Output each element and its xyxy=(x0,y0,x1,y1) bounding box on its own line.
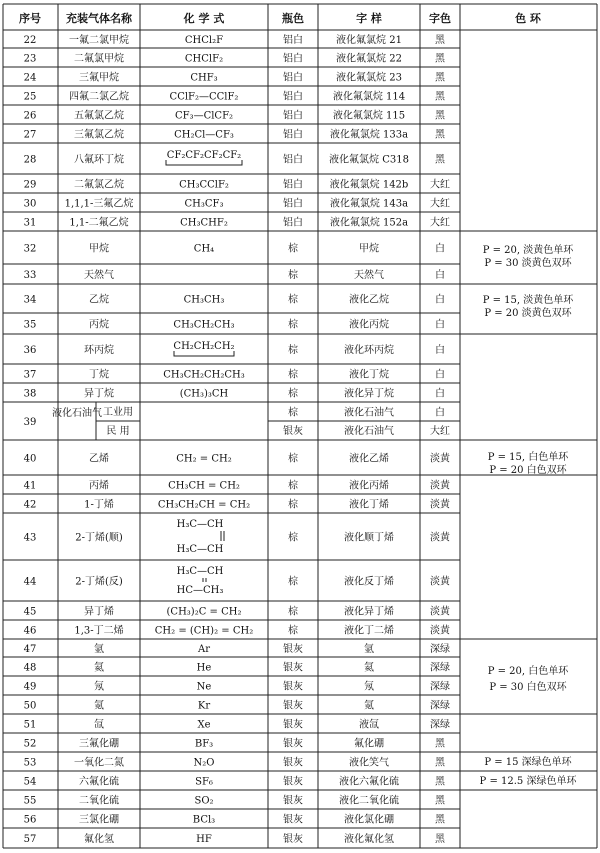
bottle-color: 铝白 xyxy=(283,179,303,191)
lettering: 液化石油气 xyxy=(344,407,394,419)
row-number: 24 xyxy=(23,72,37,84)
row-number: 57 xyxy=(23,834,37,845)
gas-name: 五氟氯乙烷 xyxy=(74,110,124,122)
lettering: 液化氟氯烷 114 xyxy=(332,91,406,103)
bottle-color: 棕 xyxy=(288,576,298,588)
row-number: 25 xyxy=(23,91,37,103)
ring-note-ethylene-1: P = 15, 白色单环 xyxy=(487,452,569,463)
bottle-color: 棕 xyxy=(288,625,298,637)
letter-color: 淡黄 xyxy=(430,453,450,465)
chemical-formula: CH₃CH₂CH = CH₂ xyxy=(157,499,251,511)
ring-note-methane-2: P = 30 淡黄色双环 xyxy=(484,258,572,269)
row-number: 27 xyxy=(23,129,37,141)
letter-color: 淡黄 xyxy=(430,480,450,492)
table-header xyxy=(19,11,542,25)
chemical-formula: Ar xyxy=(197,644,211,655)
gas-name: 二氟氯甲烷 xyxy=(74,53,124,65)
letter-color: 黑 xyxy=(435,35,445,46)
ring-notes xyxy=(480,243,578,787)
lettering: 液化氟化氢 xyxy=(344,834,394,845)
gas-name: 二氧化硫 xyxy=(79,795,119,807)
letter-color: 深绿 xyxy=(430,681,450,693)
letter-color: 白 xyxy=(435,243,445,255)
lpg-industrial-label: 工业用 xyxy=(103,407,133,418)
row-number: 30 xyxy=(23,198,37,210)
chemical-formula-bottom: H₃C—CH xyxy=(176,544,224,555)
lpg-bottle2: 银灰 xyxy=(283,426,303,437)
letter-color: 白 xyxy=(435,270,445,281)
chemical-formula: SF₆ xyxy=(195,776,213,788)
letter-color: 淡黄 xyxy=(430,625,450,637)
letter-color: 淡黄 xyxy=(430,576,450,588)
letter-color: 大红 xyxy=(430,198,450,210)
chemical-formula: HF xyxy=(196,834,212,845)
row-number: 50 xyxy=(23,700,37,712)
letter-color: 深绿 xyxy=(430,644,450,655)
row-number: 45 xyxy=(23,606,37,618)
bottle-color: 铝白 xyxy=(283,154,303,166)
gas-name: 三氯化硼 xyxy=(79,814,119,826)
letter-color: 黑 xyxy=(435,110,445,122)
chemical-formula-bottom: HC—CH₃ xyxy=(176,585,224,596)
row-number: 49 xyxy=(23,681,37,693)
lettering: 液化氟氯烷 22 xyxy=(336,53,402,65)
row-number: 43 xyxy=(23,532,37,544)
lettering: 液化乙烯 xyxy=(349,453,389,465)
lettering: 液化氟氯烷 115 xyxy=(332,110,406,122)
chemical-formula: CH₃CH₂CH₂CH₃ xyxy=(163,369,245,381)
gas-name: 环丙烷 xyxy=(84,345,114,356)
chemical-formula: CH₃CH₂CH₃ xyxy=(173,319,235,331)
letter-color: 黑 xyxy=(435,738,445,750)
row-number: 33 xyxy=(23,270,37,281)
bottle-color: 铝白 xyxy=(283,91,303,103)
row-number: 55 xyxy=(23,795,37,807)
chemical-formula: CClF₂—CClF₂ xyxy=(169,91,239,103)
row-number: 51 xyxy=(23,719,37,731)
bottle-color: 铝白 xyxy=(283,129,303,141)
lettering: 液化六氟化硫 xyxy=(339,776,399,788)
lettering: 液化氟氯烷 C318 xyxy=(329,154,409,166)
letter-color: 白 xyxy=(435,345,445,356)
lpg-tcolor2: 大红 xyxy=(430,426,450,437)
gas-name: 四氟二氯乙烷 xyxy=(69,91,129,103)
lettering: 液化丁烷 xyxy=(349,369,389,381)
gas-name: 1,1,1-三氟乙烷 xyxy=(64,198,134,210)
lettering: 氦 xyxy=(364,662,374,674)
letter-color: 黑 xyxy=(435,834,445,845)
bottle-color: 铝白 xyxy=(283,53,303,65)
chemical-formula: BCl₃ xyxy=(192,814,216,826)
bottle-color: 银灰 xyxy=(283,681,303,693)
bottle-color: 铝白 xyxy=(283,198,303,210)
gas-name: 氦 xyxy=(94,662,104,674)
gas-name: 异丁烷 xyxy=(84,388,114,400)
row-number: 46 xyxy=(23,625,37,637)
gas-name: 二氟氯乙烷 xyxy=(74,179,124,191)
chemical-formula: Ne xyxy=(196,681,212,693)
lettering: 液化氟氯烷 133a xyxy=(329,129,409,141)
lettering: 液化丙烷 xyxy=(349,319,389,331)
lettering: 液化丁二烯 xyxy=(344,625,394,637)
row-number: 40 xyxy=(23,453,37,465)
bottle-color: 银灰 xyxy=(283,757,303,769)
lettering: 液化丁烯 xyxy=(349,499,389,511)
row-number: 48 xyxy=(23,662,37,674)
letter-color: 黑 xyxy=(435,154,445,166)
row-number: 42 xyxy=(23,499,37,511)
gas-name: 2-丁烯(反) xyxy=(75,576,123,588)
chemical-formula: CH₂ = CH₂ xyxy=(176,453,232,465)
table-body xyxy=(24,33,451,845)
bottle-color: 棕 xyxy=(288,480,298,492)
lettering: 甲烷 xyxy=(359,243,379,255)
gas-name: 丙烷 xyxy=(89,319,109,331)
lettering: 液化乙烷 xyxy=(349,294,389,306)
gas-name: 三氟甲烷 xyxy=(79,72,119,84)
header-bottle-color: 瓶色 xyxy=(282,12,304,25)
row-number: 56 xyxy=(23,814,37,826)
bottle-color: 棕 xyxy=(288,369,298,381)
bottle-color: 棕 xyxy=(288,606,298,618)
header-formula: 化 学 式 xyxy=(183,12,225,25)
bottle-color: 棕 xyxy=(288,532,298,544)
header-letter-color: 字色 xyxy=(429,12,451,25)
bottle-color: 棕 xyxy=(288,345,298,356)
chemical-formula: CF₃—ClCF₂ xyxy=(174,110,234,122)
chemical-formula: CHClF₂ xyxy=(184,53,224,65)
lettering: 氖 xyxy=(364,681,374,693)
letter-color: 白 xyxy=(435,319,445,331)
chemical-formula: Xe xyxy=(197,719,211,731)
row-number: 54 xyxy=(23,776,37,788)
ring-note-raregas-2: P = 30 白色双环 xyxy=(489,682,567,693)
header-lettering: 字 样 xyxy=(356,12,382,25)
row-number: 38 xyxy=(23,388,37,400)
letter-color: 淡黄 xyxy=(430,606,450,618)
bottle-color: 棕 xyxy=(288,407,298,419)
row-number: 52 xyxy=(23,738,37,750)
letter-color: 大红 xyxy=(430,217,450,229)
row-number: 28 xyxy=(23,154,37,166)
lettering: 液化氟氯烷 143a xyxy=(329,198,409,210)
row-number: 35 xyxy=(23,319,37,331)
row-number: 32 xyxy=(23,243,37,255)
chemical-formula: Kr xyxy=(197,700,211,712)
lettering: 氩 xyxy=(364,644,374,655)
lettering: 液化顺丁烯 xyxy=(344,532,394,544)
row-number: 34 xyxy=(23,294,37,306)
chemical-formula: CH₃CF₃ xyxy=(184,198,224,210)
ring-note-ethane-2: P = 20 淡黄色双环 xyxy=(484,308,572,319)
bottle-color: 棕 xyxy=(288,453,298,465)
lettering: 氪 xyxy=(364,700,374,712)
chemical-formula: BF₃ xyxy=(194,738,214,750)
gas-name: 氟化氢 xyxy=(84,834,114,845)
chemical-formula-top: H₃C—CH xyxy=(176,519,224,530)
bottle-color: 铝白 xyxy=(283,72,303,84)
bottle-color: 银灰 xyxy=(283,644,303,655)
letter-color: 白 xyxy=(435,369,445,381)
chemical-formula: He xyxy=(196,662,212,674)
row-number: 22 xyxy=(23,35,37,46)
bottle-color: 棕 xyxy=(288,294,298,306)
ring-note-n2o: P = 15 深绿色单环 xyxy=(484,757,572,768)
letter-color: 白 xyxy=(435,407,445,419)
gas-name: 三氟氯乙烷 xyxy=(74,129,124,141)
gas-name: 六氟化硫 xyxy=(79,776,119,788)
letter-color: 黑 xyxy=(435,814,445,826)
letter-color: 深绿 xyxy=(430,662,450,674)
row-number: 26 xyxy=(23,110,37,122)
row-number: 53 xyxy=(23,757,37,769)
chemical-formula: CH₂ = (CH)₂ = CH₂ xyxy=(154,625,254,637)
gas-name: 丁烷 xyxy=(89,369,109,381)
gas-name: 1-丁烯 xyxy=(84,499,114,511)
gas-name: 丙烯 xyxy=(89,480,109,492)
chemical-formula: N₂O xyxy=(193,757,215,769)
bottle-color: 铝白 xyxy=(283,217,303,229)
letter-color: 黑 xyxy=(435,129,445,141)
lettering: 液化环丙烷 xyxy=(344,345,394,356)
gas-name: 氪 xyxy=(94,700,104,712)
row-number: 29 xyxy=(23,179,37,191)
gas-name: 甲烷 xyxy=(89,243,109,255)
bottle-color: 银灰 xyxy=(283,834,303,845)
row-number: 47 xyxy=(23,644,37,655)
gas-name: 异丁烯 xyxy=(84,606,114,618)
lettering: 液化氟氯烷 152a xyxy=(329,217,409,229)
lettering: 氟化硼 xyxy=(354,738,384,750)
letter-color: 淡黄 xyxy=(430,499,450,511)
letter-color: 黑 xyxy=(435,53,445,65)
gas-name: 一氟二氯甲烷 xyxy=(69,35,129,46)
chemical-formula: CHF₃ xyxy=(190,72,218,84)
bottle-color: 棕 xyxy=(288,499,298,511)
lettering: 液化二氧化硫 xyxy=(339,795,399,807)
row-number: 36 xyxy=(23,345,37,356)
bottle-color: 棕 xyxy=(288,319,298,331)
letter-color: 黑 xyxy=(435,757,445,769)
letter-color: 深绿 xyxy=(430,700,450,712)
gas-name: 天然气 xyxy=(84,270,114,281)
chemical-formula: CH₄ xyxy=(193,243,215,255)
gas-name: 氩 xyxy=(94,644,104,655)
chemical-formula: SO₂ xyxy=(194,795,214,807)
bottle-color: 棕 xyxy=(288,270,298,281)
bottle-color: 银灰 xyxy=(283,776,303,788)
lettering: 液化异丁烯 xyxy=(344,606,394,618)
row-number: 39 xyxy=(23,417,37,428)
gas-name: 一氧化二氮 xyxy=(74,757,124,769)
chemical-formula: CHCl₂F xyxy=(184,35,224,46)
chemical-formula: (CH₃)₂C = CH₂ xyxy=(166,606,242,618)
lettering: 液化异丁烷 xyxy=(344,388,394,400)
lpg-text2: 液化石油气 xyxy=(344,426,394,437)
lpg-civil-label: 民 用 xyxy=(106,426,130,437)
gas-name: 氖 xyxy=(94,681,104,693)
gas-name: 三氟化硼 xyxy=(79,738,119,750)
lettering: 液化笑气 xyxy=(349,757,389,769)
letter-color: 白 xyxy=(435,388,445,400)
letter-color: 黑 xyxy=(435,91,445,103)
ring-note-raregas-1: P = 20, 白色单环 xyxy=(487,666,569,677)
gas-name: 八氟环丁烷 xyxy=(74,154,124,166)
lettering: 液化丙烯 xyxy=(349,480,389,492)
chemical-formula: CF₂CF₂CF₂CF₂ xyxy=(166,150,242,161)
letter-color: 大红 xyxy=(430,179,450,191)
lettering: 液化氟氯烷 142b xyxy=(329,179,409,191)
chemical-formula: CH₃CClF₂ xyxy=(179,179,229,191)
row-number: 44 xyxy=(23,576,37,588)
ring-note-ethane-1: P = 15, 淡黄色单环 xyxy=(482,295,574,306)
bottle-color: 银灰 xyxy=(283,719,303,731)
gas-name: 1,3-丁二烯 xyxy=(74,625,124,637)
bottle-color: 银灰 xyxy=(283,700,303,712)
chemical-formula: CH₃CH₃ xyxy=(183,294,225,306)
lettering: 液化氟氯烷 23 xyxy=(336,72,402,84)
lettering: 天然气 xyxy=(354,270,384,281)
header-gas-name: 充装气体名称 xyxy=(66,12,132,25)
letter-color: 黑 xyxy=(435,72,445,84)
bottle-color: 棕 xyxy=(288,388,298,400)
lettering: 液化反丁烯 xyxy=(344,576,394,588)
lettering: 液氙 xyxy=(359,719,379,731)
bottle-color: 铝白 xyxy=(283,110,303,122)
row-number: 31 xyxy=(23,217,37,229)
chemical-formula: CH₂CH₂CH₂ xyxy=(173,341,235,352)
lettering: 液化氯化硼 xyxy=(344,814,394,826)
gas-name: 液化石油气 xyxy=(52,408,102,419)
letter-color: 白 xyxy=(435,294,445,306)
bottle-color: 银灰 xyxy=(283,738,303,750)
letter-color: 淡黄 xyxy=(430,532,450,544)
gas-name: 乙烯 xyxy=(89,453,109,465)
bottle-color: 铝白 xyxy=(283,35,303,46)
ring-note-sf6: P = 12.5 深绿色单环 xyxy=(479,776,577,787)
letter-color: 黑 xyxy=(435,795,445,807)
header-seq: 序号 xyxy=(19,12,41,25)
letter-color: 深绿 xyxy=(430,719,450,731)
chemical-formula: CH₃CHF₂ xyxy=(180,217,228,229)
lettering: 液化氟氯烷 21 xyxy=(336,35,402,46)
chemical-formula-top: H₃C—CH xyxy=(176,566,224,577)
bottle-color: 银灰 xyxy=(283,814,303,826)
letter-color: 黑 xyxy=(435,776,445,788)
gas-name: 氙 xyxy=(94,719,104,731)
gas-name: 2-丁烯(顺) xyxy=(75,532,123,544)
bottle-color: 银灰 xyxy=(283,662,303,674)
chemical-formula: CH₂Cl—CF₃ xyxy=(174,129,234,141)
gas-name: 乙烷 xyxy=(89,294,109,306)
header-ring: 色 环 xyxy=(515,12,541,25)
ring-note-methane-1: P = 20, 淡黄色单环 xyxy=(482,245,574,256)
row-number: 37 xyxy=(23,369,37,381)
ring-note-ethylene-2: P = 20 白色双环 xyxy=(489,465,567,476)
chemical-formula: (CH₃)₃CH xyxy=(179,388,229,400)
bottle-color: 银灰 xyxy=(283,795,303,807)
chemical-formula: CH₃CH = CH₂ xyxy=(168,480,240,492)
bottle-color: 棕 xyxy=(288,243,298,255)
gas-name: 1,1-二氟乙烷 xyxy=(69,217,129,229)
row-number: 23 xyxy=(23,53,37,65)
row-number: 41 xyxy=(23,480,37,492)
